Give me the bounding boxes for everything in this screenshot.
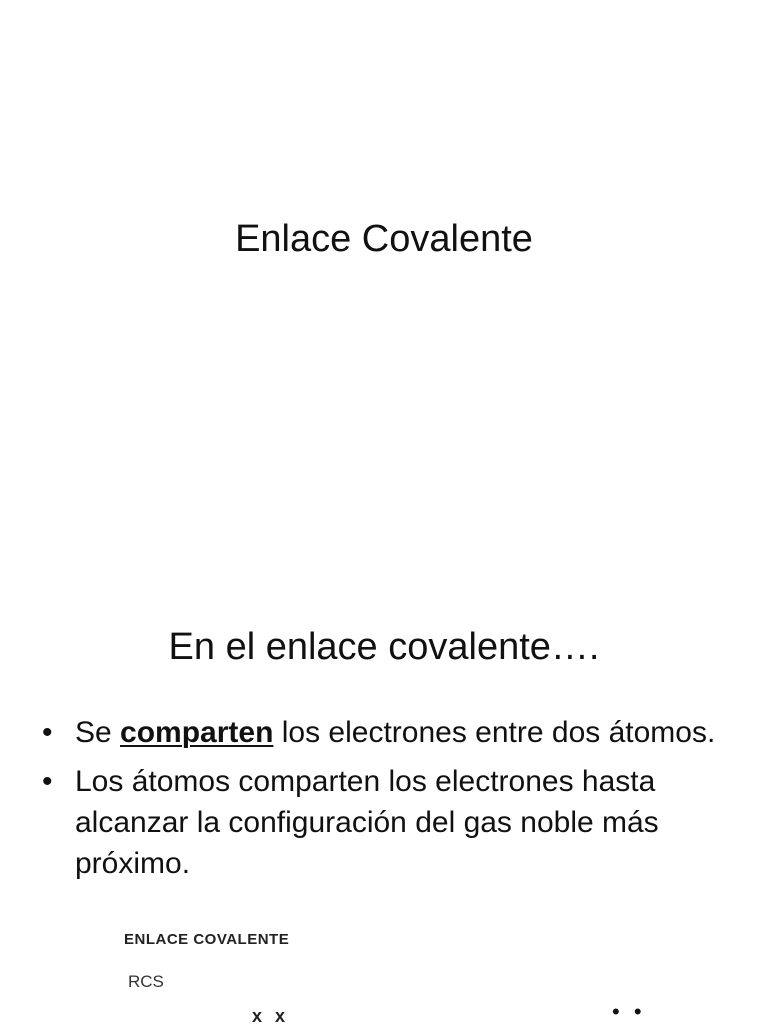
electron-dot-marks: • • <box>612 999 646 1024</box>
bullet-item-2 <box>40 761 740 884</box>
section-title: En el enlace covalente…. <box>168 626 600 668</box>
electron-x-marks: x x <box>252 1006 290 1026</box>
slide-title: Enlace Covalente <box>235 218 533 260</box>
bullet-item-1 <box>40 712 740 753</box>
bullet-list <box>40 712 740 892</box>
figure-subheading: RCS <box>128 972 164 991</box>
bullet-1-suffix: los electrones entre dos átomos. <box>273 716 716 749</box>
bullet-2-text: Los átomos comparten los electrones hasta alcanzar la configuración del gas noble más próximo. <box>75 765 659 880</box>
bullet-1-emphasis: comparten <box>120 716 274 749</box>
bullet-icon: • <box>42 765 53 798</box>
bullet-1-prefix: Se <box>75 716 121 749</box>
bullet-icon: • <box>42 716 53 749</box>
figure-heading: ENLACE COVALENTE <box>124 931 290 948</box>
